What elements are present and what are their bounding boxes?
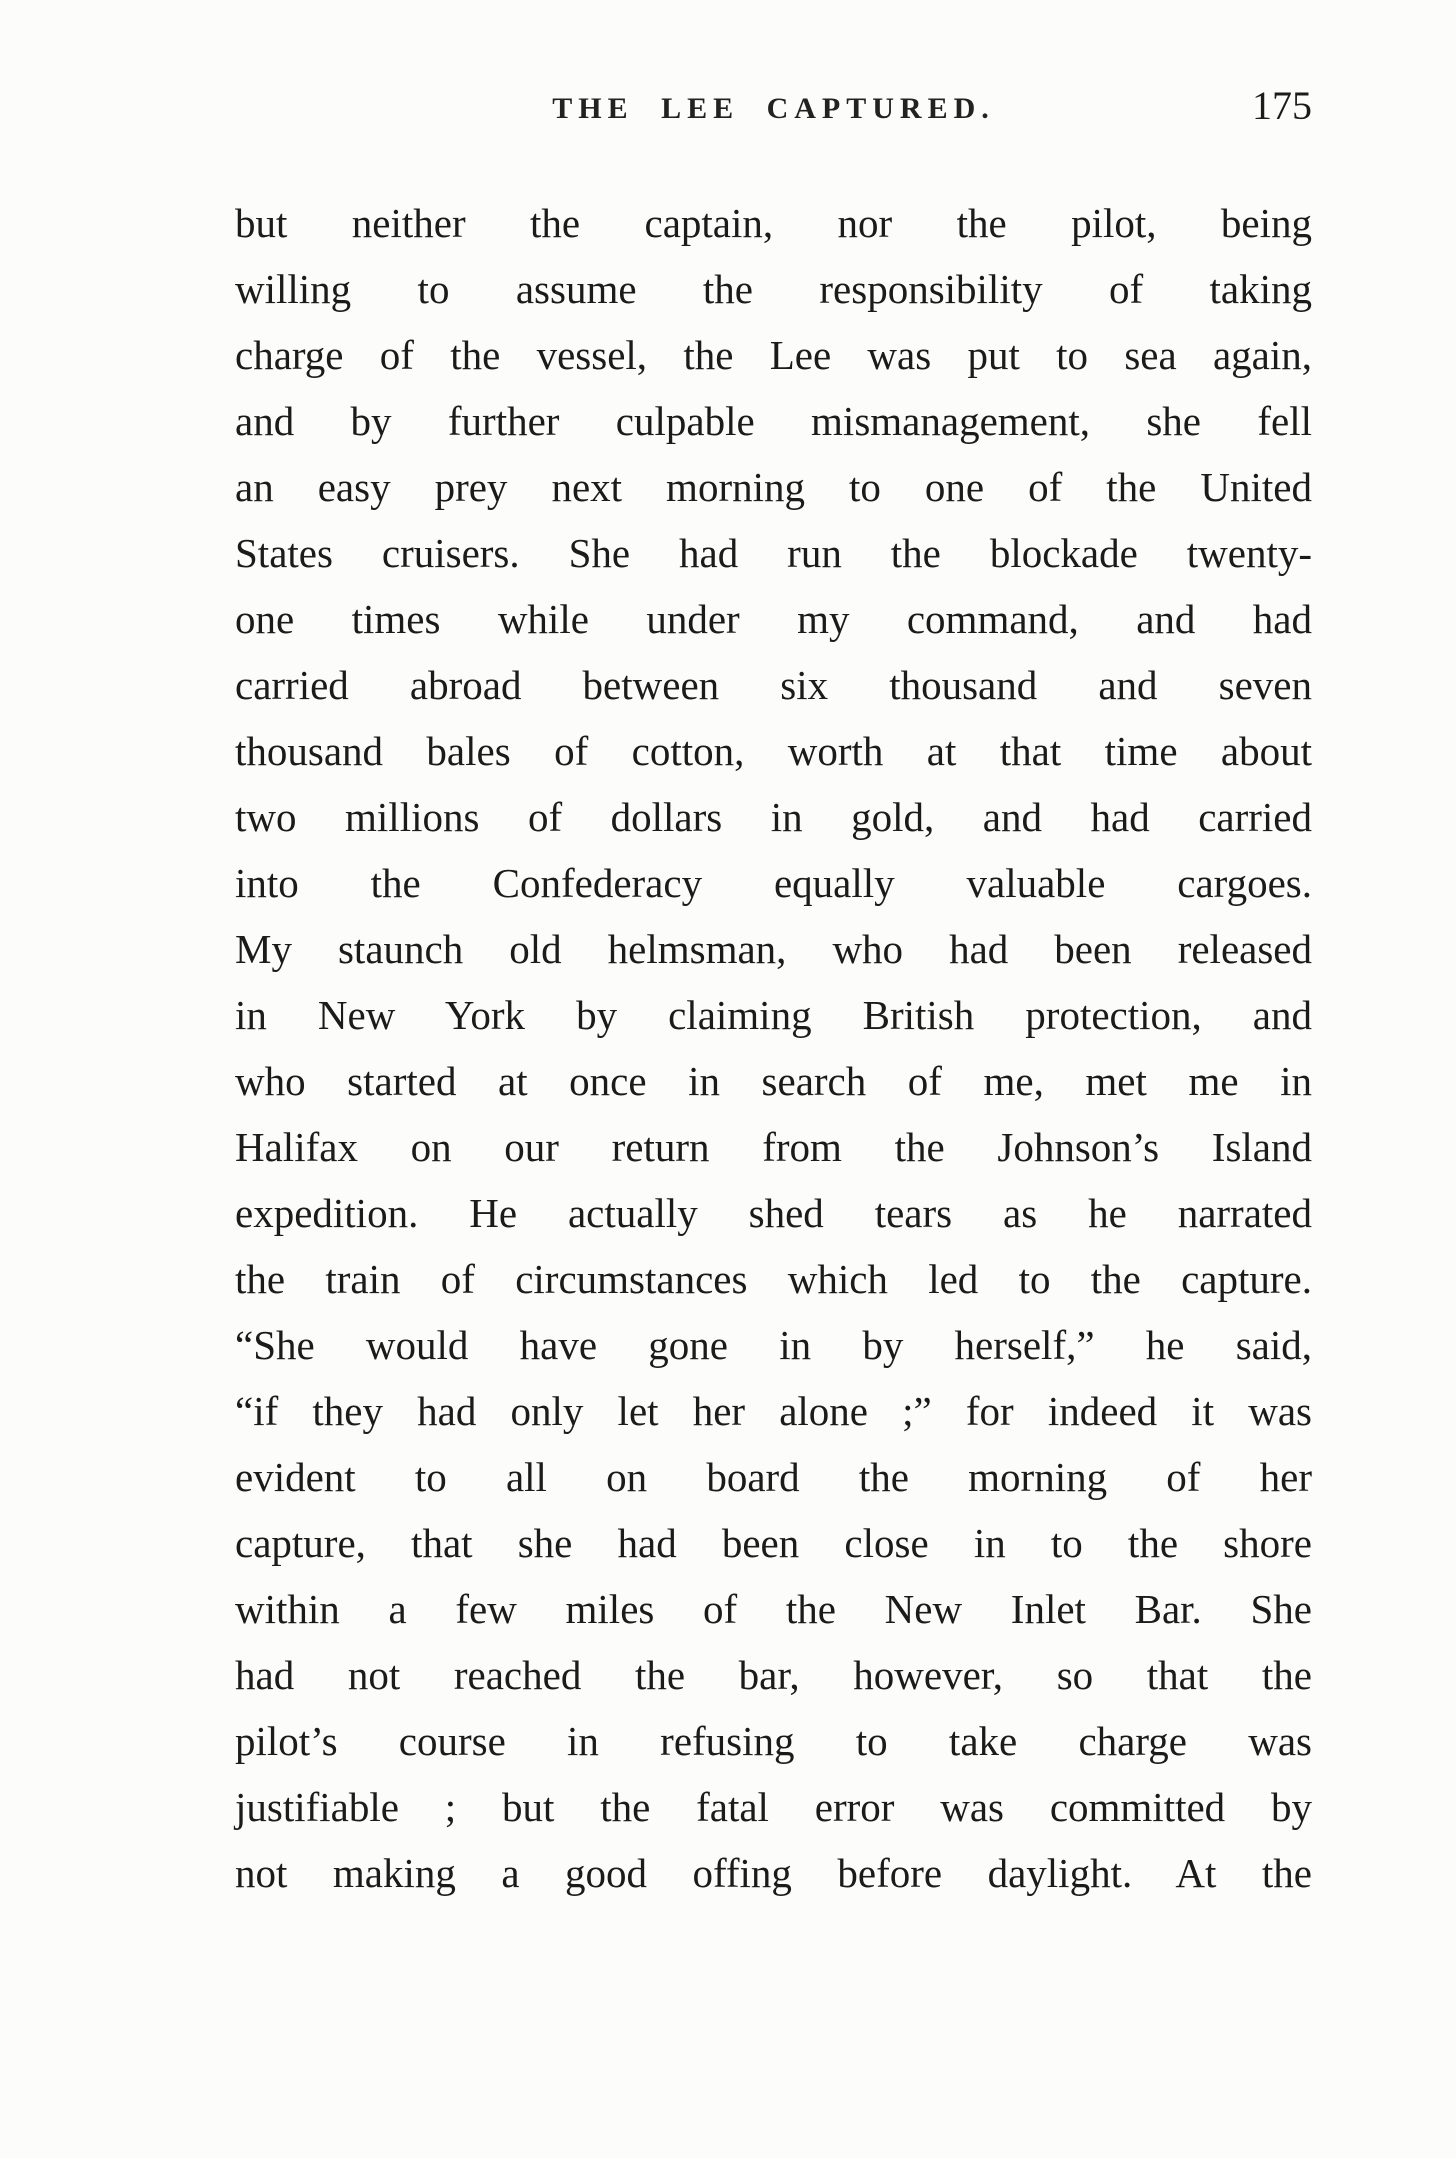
text-line: States cruisers. She had run the blockade twenty-: [235, 530, 1312, 576]
text-line: charge of the vessel, the Lee was put to sea again,: [235, 332, 1312, 378]
text-line: an easy prey next morning to one of the United: [235, 464, 1312, 510]
text-line: “if they had only let her alone ;” for indeed it was: [235, 1388, 1312, 1434]
text-line: the train of circumstances which led to the capture.: [235, 1256, 1312, 1302]
text-line: into the Confederacy equally valuable cargoes.: [235, 860, 1312, 906]
text-line: thousand bales of cotton, worth at that time about: [235, 728, 1312, 774]
text-line: willing to assume the responsibility of taking: [235, 266, 1312, 312]
text-line: but neither the captain, nor the pilot, being: [235, 200, 1312, 246]
text-line: pilot’s course in refusing to take charge was: [235, 1718, 1312, 1764]
text-line: expedition. He actually shed tears as he narrated: [235, 1190, 1312, 1236]
running-title: THE LEE CAPTURED.: [552, 92, 995, 125]
text-line: in New York by claiming British protection, and: [235, 992, 1312, 1038]
text-column: [235, 0, 1312, 1906]
page-number: 175: [1252, 83, 1312, 128]
text-line: “She would have gone in by herself,” he said,: [235, 1322, 1312, 1368]
text-line: justifiable ; but the fatal error was committed by: [235, 1784, 1312, 1830]
text-line: had not reached the bar, however, so that the: [235, 1652, 1312, 1698]
text-line: within a few miles of the New Inlet Bar. She: [235, 1586, 1312, 1632]
text-line: and by further culpable mismanagement, she fell: [235, 398, 1312, 444]
text-line: one times while under my command, and had: [235, 596, 1312, 642]
text-line: not making a good offing before daylight. At the: [235, 1850, 1312, 1896]
text-line: who started at once in search of me, met me in: [235, 1058, 1312, 1104]
text-line: My staunch old helmsman, who had been released: [235, 926, 1312, 972]
page-header: [235, 83, 1312, 152]
text-line: carried abroad between six thousand and seven: [235, 662, 1312, 708]
text-line: two millions of dollars in gold, and had carried: [235, 794, 1312, 840]
body-text: [235, 190, 1312, 1906]
text-line: Halifax on our return from the Johnson’s Island: [235, 1124, 1312, 1170]
text-line: evident to all on board the morning of her: [235, 1454, 1312, 1500]
text-line: capture, that she had been close in to the shore: [235, 1520, 1312, 1566]
